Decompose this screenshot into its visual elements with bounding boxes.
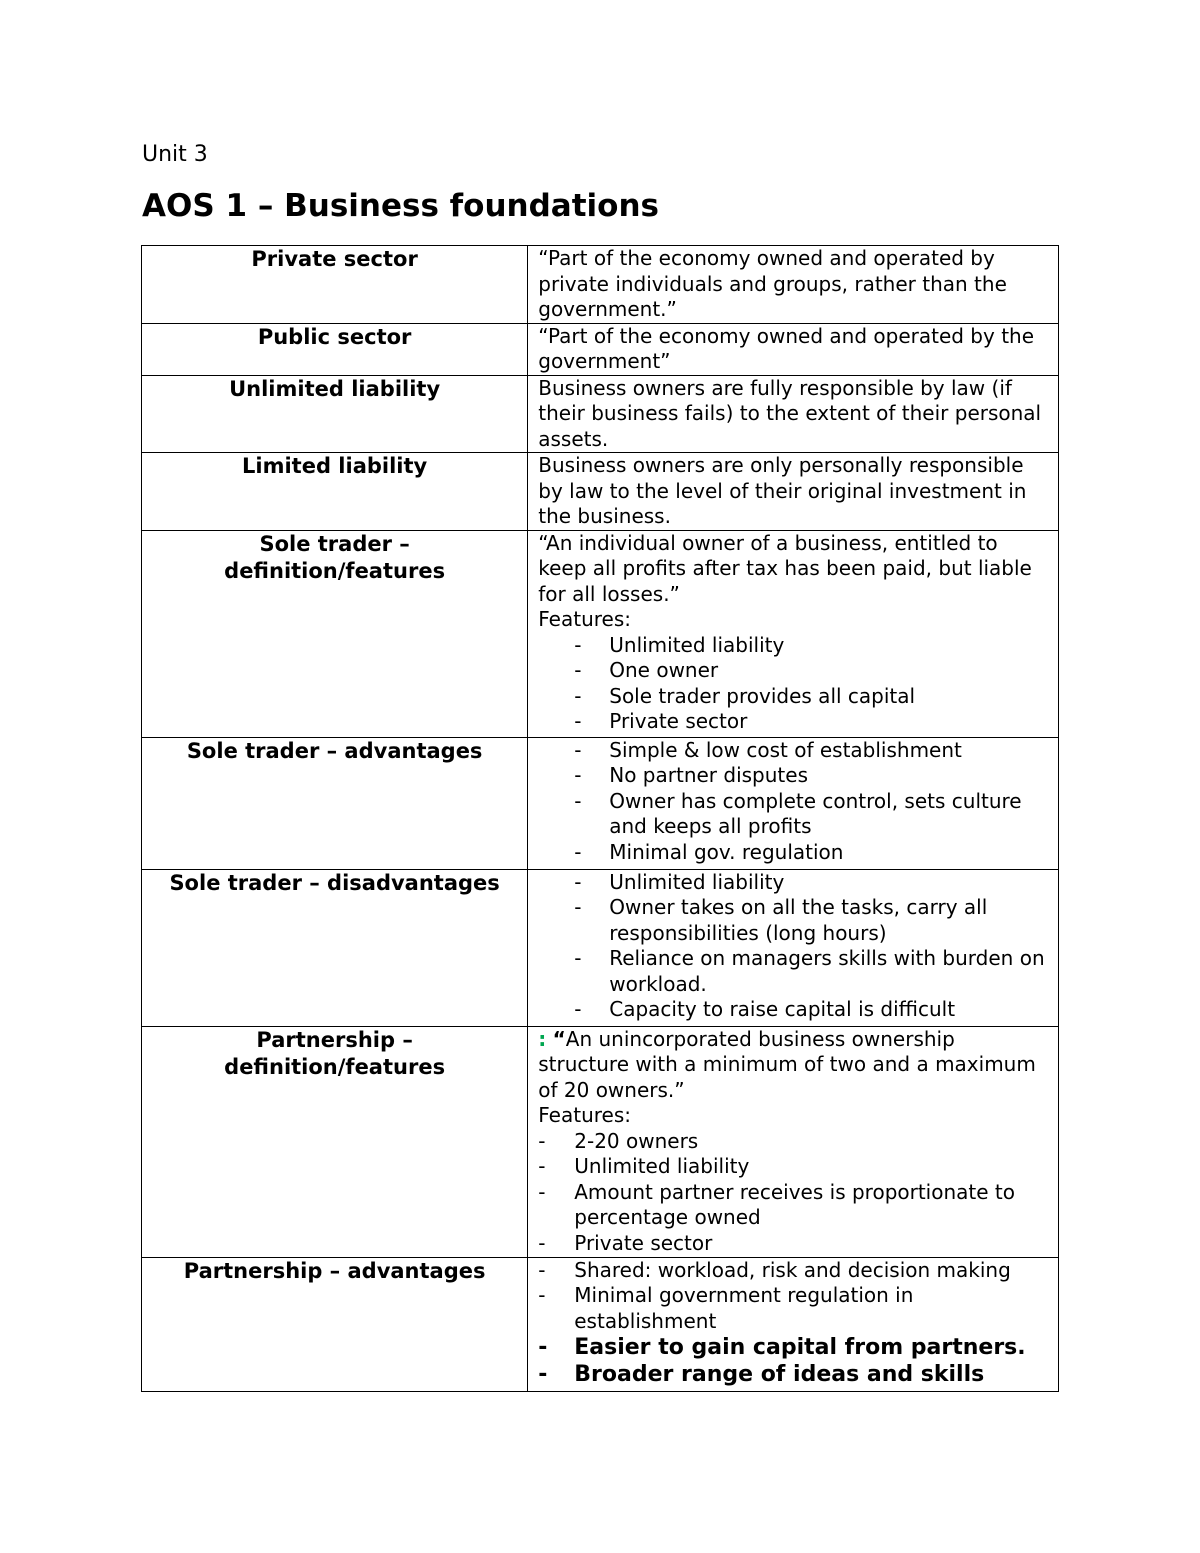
list-item: - No partner disputes xyxy=(574,763,808,787)
dash-marker: - xyxy=(574,946,582,970)
list-item: - Minimal government regulation in establishment xyxy=(538,1283,914,1333)
dash-marker: - xyxy=(574,683,582,708)
unit-label: Unit 3 xyxy=(142,142,208,167)
dash-marker: - xyxy=(538,1128,546,1153)
list-item: - Easier to gain capital from partners. xyxy=(538,1335,1026,1360)
list-item: - Shared: workload, risk and decision making xyxy=(538,1257,1011,1282)
bullet-list xyxy=(538,633,1050,735)
term-cell: Sole trader – definition/features xyxy=(142,530,528,737)
term-cell: Sole trader – disadvantages xyxy=(142,869,528,1026)
definition-cell: Business owners are fully responsible by law (if their business fails) to the extent of their personal assets. xyxy=(528,375,1059,453)
list-item: - Private sector xyxy=(574,709,748,733)
dash-marker: - xyxy=(538,1362,548,1387)
table-row xyxy=(142,246,1059,324)
bullet-list xyxy=(538,738,1050,866)
definition-cell xyxy=(528,737,1059,869)
dash-marker: - xyxy=(574,788,582,813)
definition-cell xyxy=(528,530,1059,737)
list-item: - Simple & low cost of establishment xyxy=(574,737,962,762)
dash-marker: - xyxy=(574,658,582,682)
table-row xyxy=(142,530,1059,737)
list-item: - Owner has complete control, sets culture and keeps all profits xyxy=(574,788,1022,838)
list-item: - Unlimited liability xyxy=(574,632,785,657)
table-row xyxy=(142,323,1059,375)
definition-cell xyxy=(528,869,1059,1026)
bullet-list xyxy=(538,1129,1050,1257)
table-row xyxy=(142,1026,1059,1257)
term-cell: Public sector xyxy=(142,323,528,375)
dash-marker: - xyxy=(538,1179,546,1204)
definition-cell xyxy=(528,1026,1059,1257)
list-item: - Sole trader provides all capital xyxy=(574,683,916,708)
list-item: - Amount partner receives is proportionate to percentage owned xyxy=(538,1179,1015,1229)
table-row xyxy=(142,453,1059,531)
bullet-list xyxy=(538,1258,1050,1389)
definition-cell: “Part of the economy owned and operated by private individuals and groups, rather than the government.” xyxy=(528,246,1059,324)
definition-cell xyxy=(528,1257,1059,1391)
list-item: - Broader range of ideas and skills xyxy=(538,1362,985,1387)
term-cell: Partnership – advantages xyxy=(142,1257,528,1391)
list-item: - Private sector xyxy=(538,1230,713,1255)
list-item: - 2-20 owners xyxy=(538,1128,699,1153)
definitions-table xyxy=(141,245,1059,1392)
open-quote: “ xyxy=(552,1026,566,1051)
dash-marker: - xyxy=(574,839,582,864)
list-item: - Reliance on managers skills with burden on workload. xyxy=(574,946,1045,996)
list-item: - Unlimited liability xyxy=(538,1154,750,1178)
definition-cell: Business owners are only personally responsible by law to the level of their original investment in the business. xyxy=(528,453,1059,531)
list-item: - Unlimited liability xyxy=(574,869,785,894)
colon-marker: : xyxy=(538,1026,547,1051)
table-row xyxy=(142,737,1059,869)
list-item: - Owner takes on all the tasks, carry all responsibilities (long hours) xyxy=(574,895,988,945)
term-cell: Partnership – definition/features xyxy=(142,1026,528,1257)
dash-marker: - xyxy=(538,1283,546,1307)
dash-marker: - xyxy=(574,632,582,657)
features-label: Features: xyxy=(538,607,631,631)
definition-cell: “Part of the economy owned and operated by the government” xyxy=(528,323,1059,375)
table-row xyxy=(142,1257,1059,1391)
dash-marker: - xyxy=(574,763,582,787)
dash-marker: - xyxy=(538,1154,546,1178)
list-item: - Capacity to raise capital is difficult xyxy=(574,997,956,1021)
definition-text: : “An unincorporated business ownership structure with a minimum of two and a maximum of 20 owners.” xyxy=(538,1026,1036,1102)
bullet-list xyxy=(538,870,1050,1023)
term-cell: Limited liability xyxy=(142,453,528,531)
table-row xyxy=(142,869,1059,1026)
dash-marker: - xyxy=(574,895,582,919)
dash-marker: - xyxy=(538,1257,546,1282)
dash-marker: - xyxy=(574,869,582,894)
list-item: - Minimal gov. regulation xyxy=(574,839,844,864)
definition-text: “An individual owner of a business, entitled to keep all profits after tax has been paid, but liable for all losses.” xyxy=(538,530,1032,606)
dash-marker: - xyxy=(538,1230,546,1255)
dash-marker: - xyxy=(574,997,582,1021)
dash-marker: - xyxy=(574,709,582,733)
term-cell: Private sector xyxy=(142,246,528,324)
dash-marker: - xyxy=(574,737,582,762)
page-title: AOS 1 – Business foundations xyxy=(142,188,659,224)
list-item: - One owner xyxy=(574,658,719,682)
features-label: Features: xyxy=(538,1103,631,1127)
dash-marker: - xyxy=(538,1335,548,1360)
term-cell: Sole trader – advantages xyxy=(142,737,528,869)
table-row xyxy=(142,375,1059,453)
term-cell: Unlimited liability xyxy=(142,375,528,453)
